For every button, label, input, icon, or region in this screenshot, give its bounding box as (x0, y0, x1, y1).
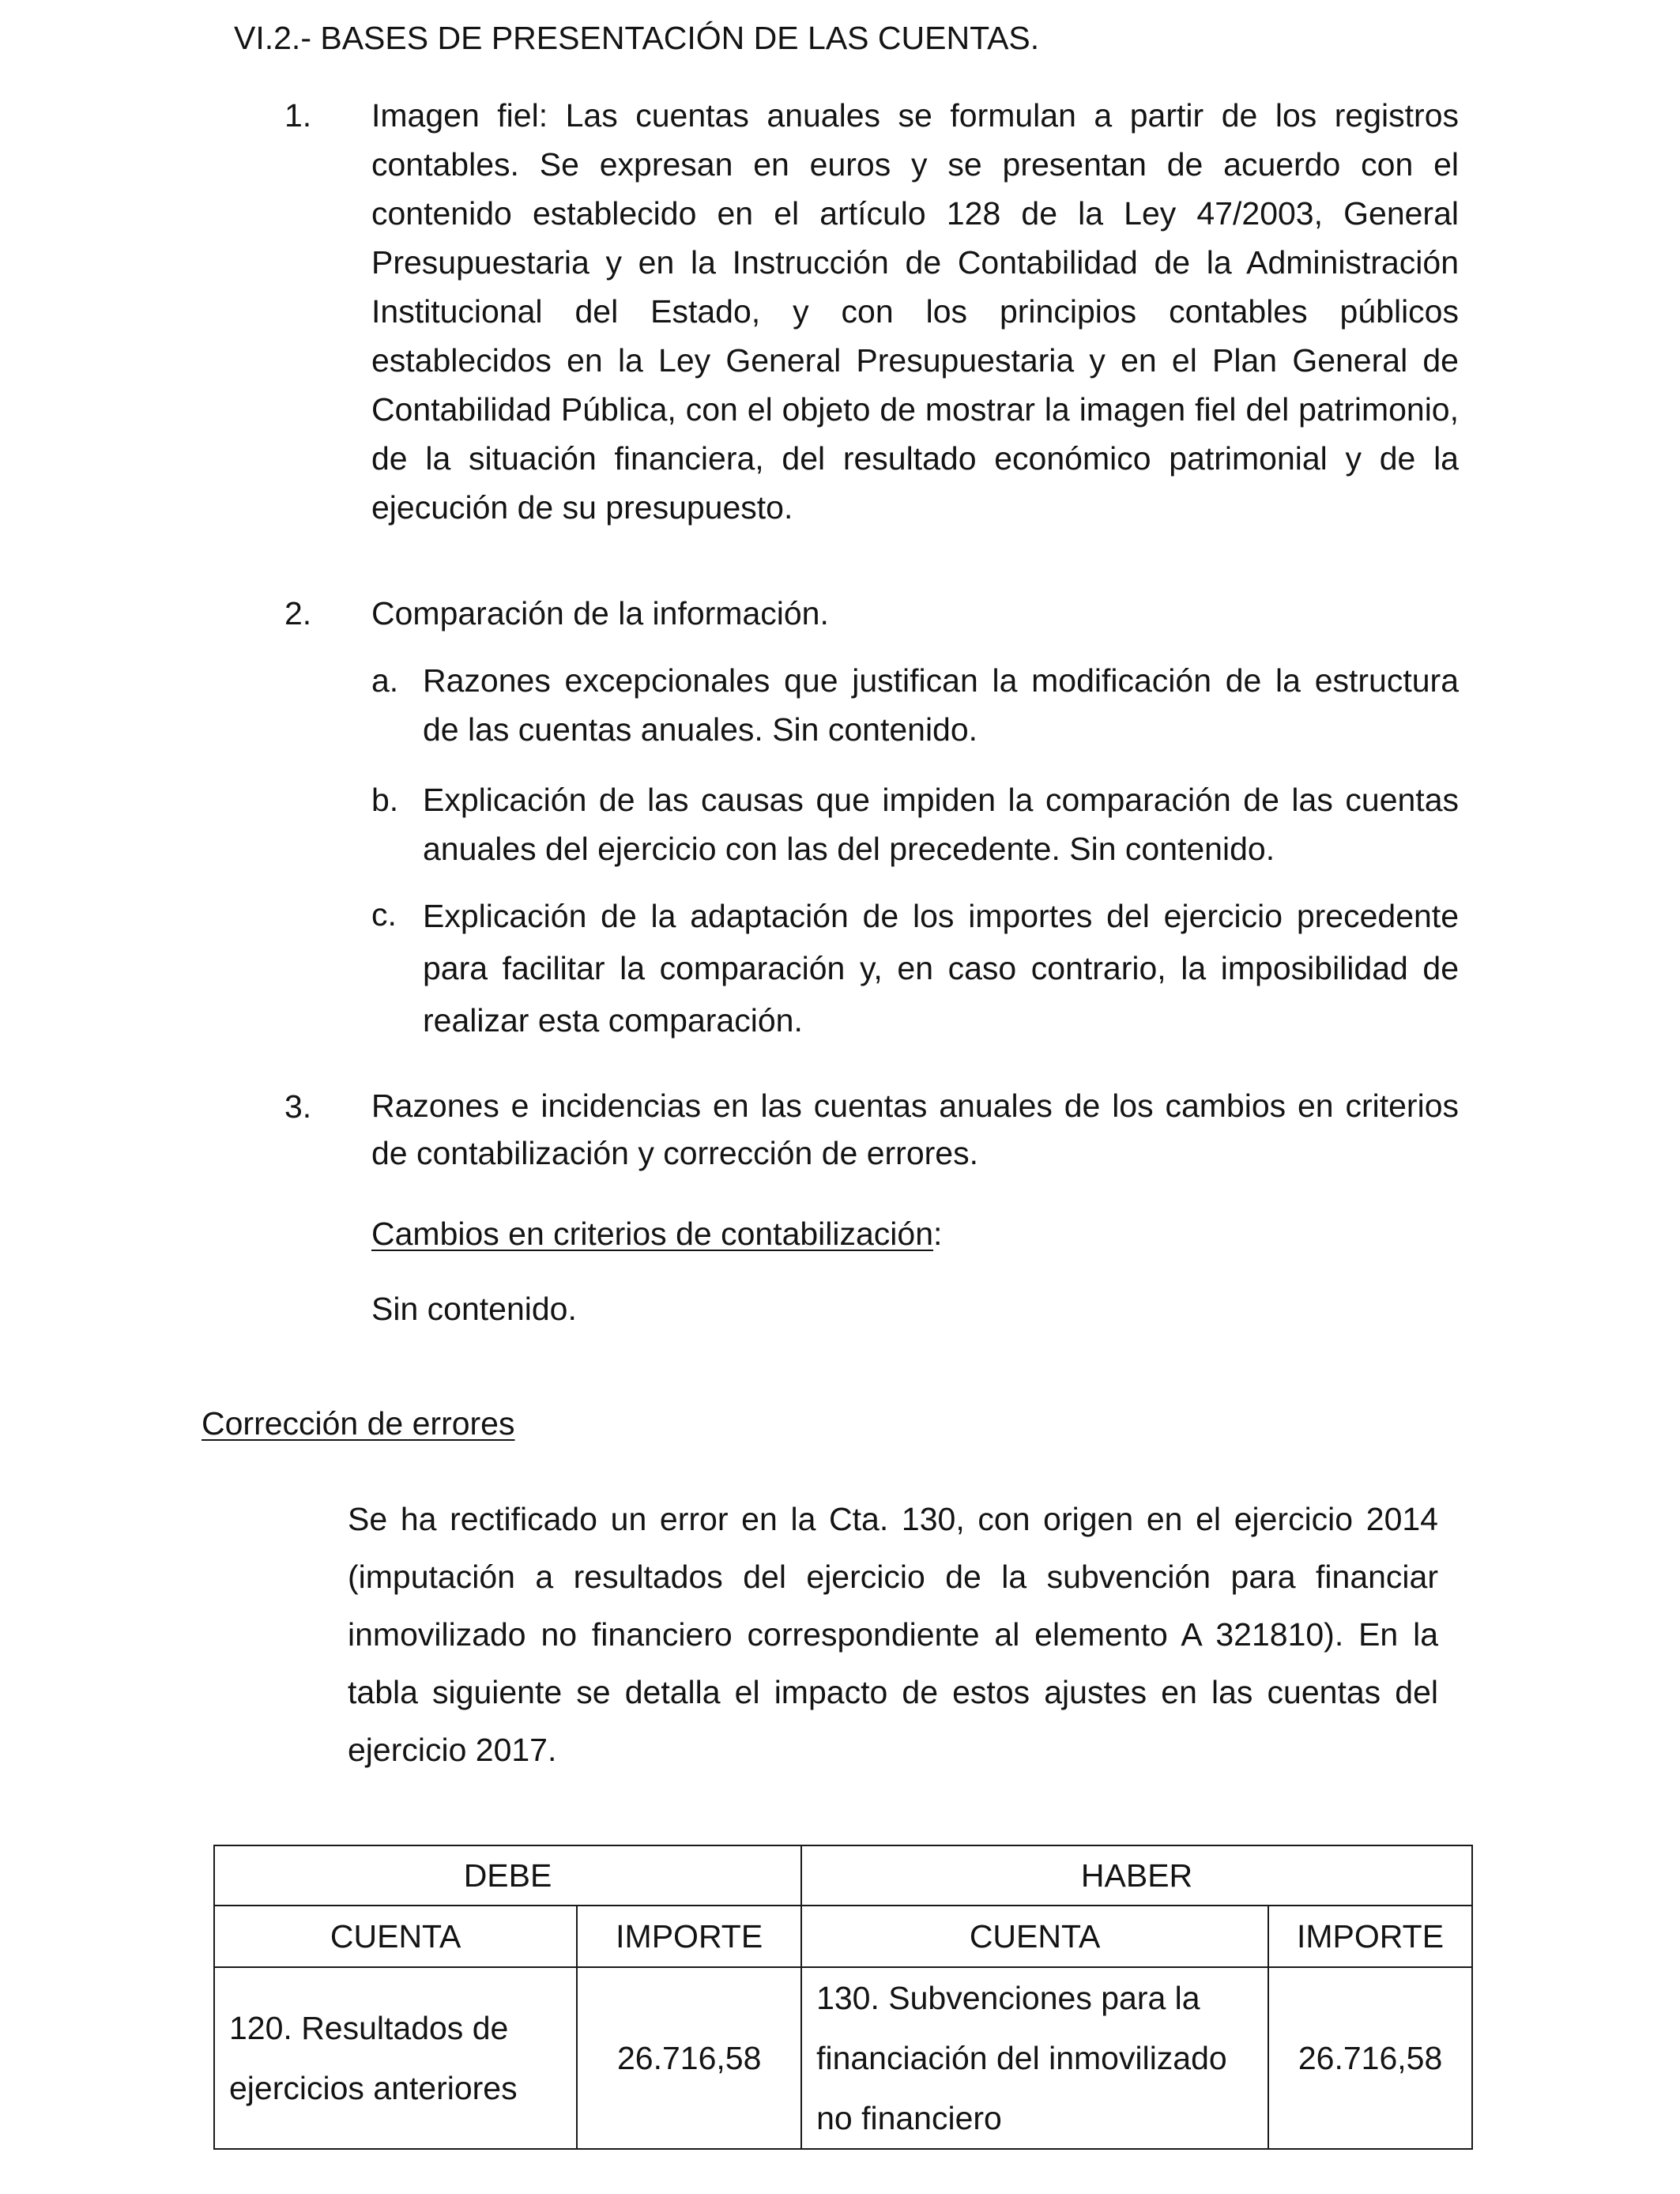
correction-heading: Corrección de errores (202, 1405, 515, 1442)
criteria-subheading-colon: : (933, 1216, 943, 1252)
haber-header: HABER (801, 1845, 1472, 1906)
item-1-text: Imagen fiel: Las cuentas anuales se formulan a partir de los registros contables. Se expresan en euros y se presentan de acuerdo con el contenido establecido en el artículo 128 de la Ley 47/2003, General Presupuestaria y en la Instrucción de Contabilidad de la Administración Institucional del Estado, y con los principios contables públicos establecidos en la Ley General Presupuestaria y en el Plan General de Contabilidad Pública, con el objeto de mostrar la imagen fiel del patrimonio, de la situación financiera, del resultado económico patrimonial y de la ejecución de su presupuesto. (371, 97, 1459, 526)
haber-importe-cell: 26.716,58 (1268, 1967, 1472, 2149)
adjustments-table (213, 1845, 1473, 2150)
debe-header: DEBE (214, 1845, 801, 1906)
subitem-a-letter: a. (371, 662, 399, 699)
criteria-subheading (371, 1209, 942, 1258)
debe-cuenta-header: CUENTA (214, 1906, 577, 1967)
subitem-b-text: Explicación de las causas que impiden la comparación de las cuentas anuales del ejercicio con las del precedente. Sin contenido. (423, 782, 1459, 867)
table-header-row (214, 1845, 1472, 1906)
debe-importe-header: IMPORTE (577, 1906, 801, 1967)
table-subheader-row (214, 1906, 1472, 1967)
section-title: VI.2.- BASES DE PRESENTACIÓN DE LAS CUENTAS. (234, 20, 1040, 56)
criteria-body: Sin contenido. (371, 1291, 577, 1327)
debe-cuenta-cell: 120. Resultados de ejercicios anteriores (214, 1967, 577, 2149)
item-3-number: 3. (284, 1088, 312, 1125)
haber-cuenta-cell: 130. Subvenciones para la financiación del inmovilizado no financiero (801, 1967, 1268, 2149)
table-row (214, 1967, 1472, 2149)
criteria-subheading-text: Cambios en criterios de contabilización (371, 1216, 934, 1252)
item-2-text: Comparación de la información. (371, 595, 829, 631)
subitem-b-letter: b. (371, 782, 399, 818)
subitem-a-text: Razones excepcionales que justifican la modificación de la estructura de las cuentas anuales. Sin contenido. (423, 662, 1459, 748)
subitem-c-text: Explicación de la adaptación de los importes del ejercicio precedente para facilitar la comparación y, en caso contrario, la imposibilidad de realizar esta comparación. (423, 898, 1459, 1039)
debe-importe-cell: 26.716,58 (577, 1967, 801, 2149)
haber-importe-header: IMPORTE (1268, 1906, 1472, 1967)
haber-cuenta-header: CUENTA (801, 1906, 1268, 1967)
subitem-c-letter: c. (371, 896, 397, 933)
item-2-number: 2. (284, 595, 312, 631)
correction-body: Se ha rectificado un error en la Cta. 130, con origen en el ejercicio 2014 (imputación a resultados del ejercicio de la subvención para financiar inmovilizado no financiero correspondiente al elemento A 321810). En la tabla siguiente se detalla el impacto de estos ajustes en las cuentas del ejercicio 2017. (348, 1501, 1438, 1768)
item-1-number: 1. (284, 97, 312, 134)
item-3-text: Razones e incidencias en las cuentas anuales de los cambios en criterios de contabilización y corrección de errores. (371, 1088, 1459, 1171)
